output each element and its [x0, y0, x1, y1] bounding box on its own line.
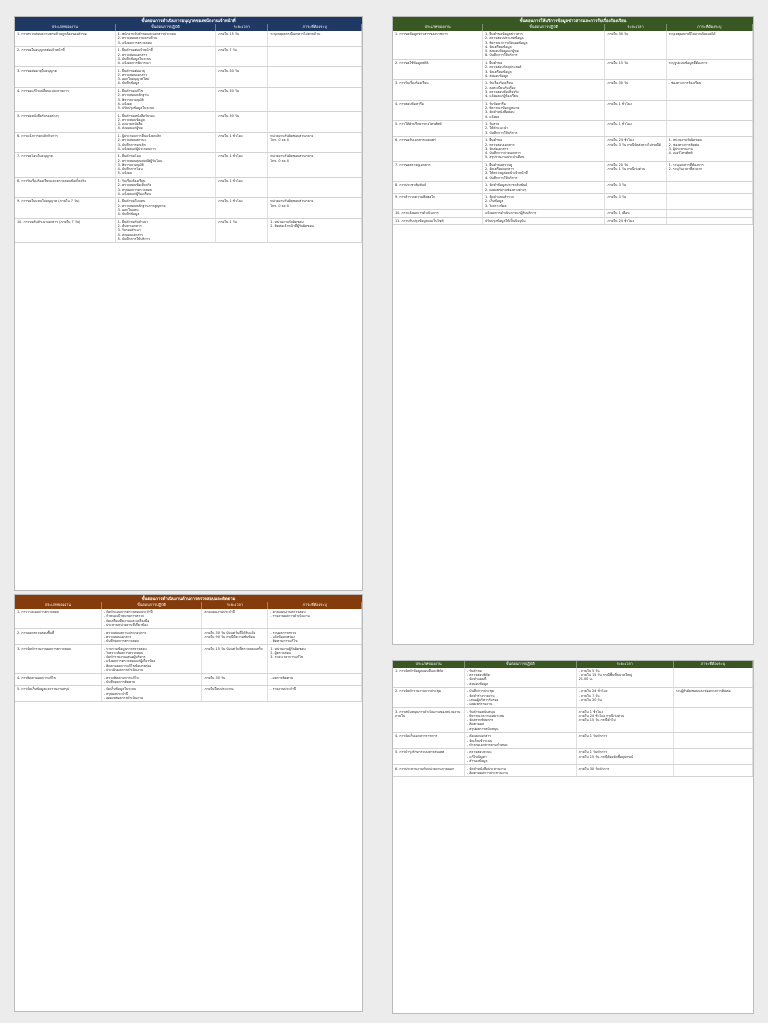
- task-cell: 11. การปรับปรุงข้อมูลบนเว็บไซต์: [393, 218, 483, 225]
- table-row: [15, 686, 362, 702]
- task-cell: 4. การขอแก้ไขเปลี่ยนแปลงรายการ: [15, 88, 116, 112]
- panel-information-services: [392, 16, 754, 645]
- note-cell: [667, 194, 753, 209]
- steps-cell: - รับคำขอ - ตรวจสอบพิกัด - จัดทำแผนที่ - ส่งมอบข้อมูล: [465, 668, 577, 687]
- note-cell: หน่วยงานรับผิดชอบส่วนกลาง โทร. 0 xx 4: [268, 133, 362, 152]
- table-header: [15, 602, 362, 609]
- table-row: [15, 178, 362, 198]
- table-row: [393, 101, 753, 121]
- note-cell: [268, 67, 362, 86]
- time-cell: ภายใน 1 ชั่วโมง: [216, 133, 268, 152]
- steps-cell: 1. รับข้อหารือ 2. พิจารณาข้อกฎหมาย 3. จัดทำหนังสือตอบ 4. แจ้งผล: [483, 101, 605, 120]
- time-cell: ภายใน 30 วัน นับแต่วันที่ได้รับแจ้ง ภายใน 90 วัน กรณีมีความซับซ้อน: [202, 629, 268, 644]
- steps-cell: 1. จัดทำข้อมูลประชาสัมพันธ์ 2. เผยแพร่ผ่านช่องทางต่างๆ: [483, 182, 605, 193]
- task-cell: 1. การวางแผนการตรวจสอบ: [15, 609, 102, 628]
- table-row: [393, 31, 753, 60]
- time-cell: ภายใน 30 วัน: [216, 67, 268, 86]
- time-cell: ภายใน 24 ชั่วโมง: [605, 218, 666, 225]
- time-cell: ภายใน 30 วัน: [202, 674, 268, 685]
- table-row: [393, 162, 753, 182]
- steps-cell: - จัดทำหนังสือประสานงาน - ติดตามผลการประสานงาน: [465, 765, 577, 776]
- note-cell: หน่วยงานรับผิดชอบส่วนกลาง โทร. 0 xx 4: [268, 153, 362, 177]
- time-cell: ภายใน 30 วันทำการ: [577, 765, 674, 776]
- task-cell: 6. การขอรับเอกสารเผยแพร่: [393, 137, 483, 161]
- steps-cell: - บันทึกการประชุม - จัดทำร่างรายงาน - เสนอผู้บริหารรับรอง - เผยแพร่รายงาน: [465, 688, 577, 707]
- time-cell: ภายใน 7 วัน: [216, 47, 268, 66]
- table-header: [393, 661, 753, 668]
- header-time: ระยะเวลา: [577, 661, 674, 668]
- time-cell: - ภายใน 24 ชั่วโมง - ภายใน 7 วัน - ภายใน 20 วัน: [577, 688, 674, 707]
- task-cell: 3. การขอต่ออายุใบอนุญาต: [15, 67, 116, 86]
- steps-cell: 1. ยื่นคำขอข้อมูลข่าวสาร 2. ตรวจสอบประเภทข้อมูล 3. พิจารณาการเปิดเผยข้อมูล 4. จัดเตรียมข้อมูล 5. ส่งมอบข้อมูลแก่ผู้ขอ 6. บันทึกการให้บริการ: [483, 31, 605, 59]
- table-row: [393, 210, 753, 218]
- time-cell: - ภายใน 5 วัน - ภายใน 15 วัน กรณีพื้นที่ขนาดใหญ่ 21.00 น.: [577, 668, 674, 687]
- time-cell: ภายใน 15 วัน: [605, 60, 666, 79]
- task-cell: 4. การติดตามผลการแก้ไข: [15, 674, 102, 685]
- steps-cell: 1. รับเรื่องร้องเรียน 2. ลงทะเบียนรับเรื่อง 3. ตรวจสอบข้อเท็จจริง 4. แจ้งผลแก่ผู้ร้องเรียน: [483, 80, 605, 99]
- table-body: [15, 31, 362, 243]
- note-cell: - ช่องทางการร้องเรียน: [667, 80, 753, 99]
- table-row: [15, 629, 362, 645]
- steps-cell: 1. ยื่นคำขอรับสำเนา 2. ค้นหาเอกสาร 3. รับรองสำเนา 4. ส่งมอบเอกสาร 5. บันทึกการให้บริการ: [116, 219, 217, 243]
- time-cell: ภายใน 1 ชั่วโมง: [605, 101, 666, 120]
- time-cell: ภายใน 30 วัน: [605, 31, 666, 59]
- note-cell: - รายงานประจำปี: [268, 686, 362, 701]
- note-cell: [674, 733, 753, 748]
- task-cell: 4. การจัดเก็บเอกสารราชการ: [393, 733, 465, 748]
- steps-cell: 1. ยื่นคำขอแก้ไข 2. ตรวจสอบหลักฐาน 3. พิจารณาอนุมัติ 4. แจ้งผล 5. ปรับปรุงข้อมูลในระบบ: [116, 88, 217, 112]
- steps-cell: - รับคำขอสนับสนุน - พิจารณาความเหมาะสม - จัดสรรทรัพยากร - ติดตามผล - สรุปผลการสนับสนุน: [465, 708, 577, 732]
- task-cell: 5. การให้คำปรึกษาทางโทรศัพท์: [393, 121, 483, 136]
- time-cell: ภายใน 30 วัน: [216, 112, 268, 131]
- note-cell: [268, 88, 362, 112]
- time-cell: ภายใน 1 วันทำการ: [577, 733, 674, 748]
- header-steps: ขั้นตอนการปฏิบัติ: [116, 24, 217, 31]
- task-cell: 3. การจัดทำรายงานผลการตรวจสอบ: [15, 645, 102, 673]
- task-cell: 2. การจัดทำรายงานการประชุม: [393, 688, 465, 707]
- table-body: [393, 668, 753, 778]
- note-cell: 1. หน่วยงานผู้รับผิดชอบ 2. ผู้ตรวจสอบ 3. ระยะเวลาการแก้ไข: [268, 645, 362, 673]
- steps-cell: 1. รับเรื่องร้องเรียน 2. ตรวจสอบข้อเท็จจริง 3. สรุปผลการตรวจสอบ 4. แจ้งผลแก่ผู้ร้องเรียน: [116, 178, 217, 197]
- time-cell: ภายใน 24 ชั่วโมง ภายใน 3 วัน กรณีจัดส่งทางไปรษณีย์: [605, 137, 666, 161]
- panel-inspection-procedures: [14, 594, 363, 1012]
- table-row: [393, 218, 753, 226]
- time-cell: ตามแผนงานประจำปี: [202, 609, 268, 628]
- time-cell: ภายใน 1 ชั่วโมง ภายใน 24 ชั่วโมง กรณีเร่งด่วน ภายใน 15 วัน กรณีทั่วไป: [577, 708, 674, 732]
- note-cell: 1. หน่วยงานรับผิดชอบ 2. ติดต่อเจ้าหน้าที่ผู้รับผิดชอบ: [268, 219, 362, 243]
- note-cell: ระบุรูปแบบข้อมูลที่ต้องการ: [667, 60, 753, 79]
- header-time: ระยะเวลา: [216, 24, 268, 31]
- steps-cell: 1. ยื่นคำขอใบแทน 2. ตรวจสอบหลักฐานการสูญหาย 3. ออกใบแทน 4. บันทึกข้อมูล: [116, 198, 217, 217]
- table-row: [393, 80, 753, 100]
- table-row: [393, 121, 753, 137]
- note-cell: ระบุเหตุผลกรณีไม่อาจเปิดเผยได้: [667, 31, 753, 59]
- table-row: [15, 88, 362, 113]
- task-cell: 2. การออกตรวจสอบพื้นที่: [15, 629, 102, 644]
- task-cell: 3. การสนับสนุนการดำเนินงานของหน่วยงานภายใน: [393, 708, 465, 732]
- steps-cell: - คัดแยกเอกสาร - จัดเก็บเข้าระบบ - ทำลายเอกสารตามกำหนด: [465, 733, 577, 748]
- table-row: [15, 153, 362, 178]
- time-cell: ภายใน 1 วันทำการ ภายใน 15 วัน กรณีต้องจัดซื้ออุปกรณ์: [577, 749, 674, 764]
- note-cell: [268, 47, 362, 66]
- task-cell: 6. การแจ้งการยกเลิกกิจการ: [15, 133, 116, 152]
- header-steps: ขั้นตอนการปฏิบัติ: [483, 24, 605, 31]
- task-cell: 1. การขอข้อมูลข่าวสารของราชการ: [393, 31, 483, 59]
- note-cell: [667, 101, 753, 120]
- time-cell: ภายใน 15 วัน: [216, 31, 268, 46]
- table-row: [393, 182, 753, 194]
- time-cell: ภายใน 20 วัน ภายใน 1 วัน กรณีเร่งด่วน: [605, 162, 666, 181]
- steps-cell: 1. ยื่นคำขอ 2. ตรวจสอบวัตถุประสงค์ 3. จัดเตรียมข้อมูล 4. ส่งมอบข้อมูล: [483, 60, 605, 79]
- note-cell: [674, 708, 753, 732]
- note-cell: [674, 749, 753, 764]
- table-row: [15, 31, 362, 47]
- time-cell: ภายใน 3 วัน: [605, 194, 666, 209]
- steps-cell: 1. พนักงานรับคำขอและเอกสารประกอบ 2. ตรวจสอบความครบถ้วน 3. แจ้งผลการตรวจสอบ: [116, 31, 217, 46]
- steps-cell: - ตรวจสอบระบบ - แก้ไขปัญหา - สำรองข้อมูล: [465, 749, 577, 764]
- table-body: [15, 609, 362, 702]
- header-note: ภาระที่ต้องระบุ: [667, 24, 753, 31]
- table-header: [15, 24, 362, 31]
- header-time: ระยะเวลา: [605, 24, 666, 31]
- steps-cell: แจ้งผลการดำเนินการแก่ผู้รับบริการ: [483, 210, 605, 217]
- note-cell: 1. หน่วยงานรับผิดชอบ 2. ช่องทางการติดต่อ 3. ผู้ประสานงาน 4. เบอร์โทรศัพท์: [667, 137, 753, 161]
- note-cell: ระบุเหตุผลกรณีเอกสารไม่ครบถ้วน: [268, 31, 362, 46]
- steps-cell: 1. ยื่นคำขอตรวจดู 2. จัดเตรียมเอกสาร 3. ให้ตรวจดูต่อหน้าเจ้าหน้าที่ 4. บันทึกการให้บริการ: [483, 162, 605, 181]
- time-cell: ภายใน 1 ชั่วโมง: [605, 121, 666, 136]
- panel-title: ขั้นตอนการดำเนินการอนุญาตของพนักงานเจ้าหน้าที่: [15, 17, 362, 24]
- header-task: ประเภทของงาน: [393, 24, 483, 31]
- note-cell: - ระบุผลการตรวจ - แจ้งข้อบกพร่อง - ติดตามการแก้ไข: [268, 629, 362, 644]
- task-cell: 3. การรับเรื่องร้องเรียน: [393, 80, 483, 99]
- time-cell: ภายใน 1 วัน: [216, 219, 268, 243]
- table-row: [15, 645, 362, 674]
- time-cell: ภายใน 1 ชั่วโมง: [216, 198, 268, 217]
- panel-license-procedures: [14, 16, 363, 591]
- note-cell: 1. ระบุเอกสารที่ต้องการ 2. ระบุวันเวลาที่สะดวก: [667, 162, 753, 181]
- header-steps: ขั้นตอนการปฏิบัติ: [102, 602, 203, 609]
- table-row: [393, 688, 753, 708]
- task-cell: 1. การตรวจสอบความครบถ้วนถูกต้องของคำขอ: [15, 31, 116, 46]
- task-cell: 6. การประสานงานกับหน่วยงานภายนอก: [393, 765, 465, 776]
- table-row: [393, 765, 753, 777]
- steps-cell: 1. รับสาย 2. ให้คำแนะนำ 3. บันทึกการให้บริการ: [483, 121, 605, 136]
- time-cell: ภายใน 15 วัน นับแต่วันที่ตรวจสอบเสร็จ: [202, 645, 268, 673]
- table-header: [393, 24, 753, 31]
- steps-cell: - จัดทำแผนการตรวจสอบประจำปี - กำหนดเป้าหมายการตรวจ - จัดเตรียมทีมงานและเครื่องมือ - ประสานหน่วยงานที่เกี่ยวข้อง: [102, 609, 203, 628]
- table-row: [393, 668, 753, 688]
- header-note: ภาระที่ต้องระบุ: [268, 24, 362, 31]
- table-row: [15, 219, 362, 244]
- steps-cell: 1. ยื่นคำขอต่อเจ้าหน้าที่ 2. ตรวจสอบเอกสาร 3. บันทึกข้อมูลในระบบ 4. แจ้งผลการพิจารณา: [116, 47, 217, 66]
- task-cell: 4. การตอบข้อหารือ: [393, 101, 483, 120]
- header-task: ประเภทของงาน: [15, 24, 116, 31]
- steps-cell: - จัดเก็บข้อมูลในระบบ - สรุปผลประจำปี - เผยแพร่ผลการดำเนินงาน: [102, 686, 203, 701]
- table-row: [393, 60, 753, 80]
- steps-cell: 1. ยื่นคำขอหนังสือรับรอง 2. ตรวจสอบข้อมูล 3. ลงนามหนังสือ 4. ส่งมอบแก่ผู้ขอ: [116, 112, 217, 131]
- task-cell: 5. การจัดเก็บข้อมูลและรายงานสรุป: [15, 686, 102, 701]
- note-cell: [674, 765, 753, 776]
- header-time: ระยะเวลา: [202, 602, 268, 609]
- steps-cell: 1. ยื่นคำขอโอน 2. ตรวจสอบคุณสมบัติผู้รับโอน 3. พิจารณาอนุมัติ 4. บันทึกการโอน 5. แจ้งผล: [116, 153, 217, 177]
- time-cell: ภายในปีงบประมาณ: [202, 686, 268, 701]
- steps-cell: 1. ยื่นคำขอต่ออายุ 2. ตรวจสอบเอกสาร 3. ออกใบอนุญาตใหม่ 4. บันทึกข้อมูล: [116, 67, 217, 86]
- table-row: [393, 708, 753, 733]
- task-cell: 5. การขอหนังสือรับรองต่างๆ: [15, 112, 116, 131]
- task-cell: 7. การขอตรวจดูเอกสาร: [393, 162, 483, 181]
- task-cell: 10. การแจ้งผลการดำเนินการ: [393, 210, 483, 217]
- table-row: [15, 47, 362, 67]
- note-cell: [674, 668, 753, 687]
- table-row: [15, 133, 362, 153]
- table-row: [393, 749, 753, 765]
- header-note: ภาระที่ต้องระบุ: [674, 661, 753, 668]
- header-task: ประเภทของงาน: [15, 602, 102, 609]
- time-cell: ภายใน 30 วัน: [605, 80, 666, 99]
- table-row: [15, 67, 362, 87]
- task-cell: 8. การประชาสัมพันธ์: [393, 182, 483, 193]
- note-cell: หน่วยงานรับผิดชอบส่วนกลาง โทร. 0 xx 4: [268, 198, 362, 217]
- table-row: [393, 733, 753, 749]
- table-row: [15, 112, 362, 132]
- header-steps: ขั้นตอนการปฏิบัติ: [465, 661, 577, 668]
- table-row: [15, 674, 362, 686]
- time-cell: ภายใน 30 วัน: [216, 88, 268, 112]
- steps-cell: 1. ยื่นคำขอ 2. ตรวจสอบเอกสาร 3. จัดส่งเอกสาร 4. บันทึกการจ่ายเอกสาร 5. สรุปรายงานประจำเดือน: [483, 137, 605, 161]
- note-cell: [268, 178, 362, 197]
- task-cell: 5. การบำรุงรักษาระบบสารสนเทศ: [393, 749, 465, 764]
- note-cell: [667, 210, 753, 217]
- panel-title: ขั้นตอนการดำเนินงานด้านการตรวจสอบและติดตาม: [15, 595, 362, 602]
- time-cell: ภายใน 3 วัน: [605, 182, 666, 193]
- table-row: [15, 198, 362, 218]
- panel-support-services: [392, 660, 754, 1014]
- steps-cell: ปรับปรุงข้อมูลให้เป็นปัจจุบัน: [483, 218, 605, 225]
- table-row: [393, 194, 753, 210]
- task-cell: 9. การขอใบแทนใบอนุญาต (ภายใน 7 วัน): [15, 198, 116, 217]
- note-cell: - ผลการติดตาม: [268, 674, 362, 685]
- note-cell: [268, 112, 362, 131]
- table-body: [393, 31, 753, 225]
- panel-title: ขั้นตอนการให้บริการข้อมูลข่าวสารและการรับเรื่องร้องเรียน: [393, 17, 753, 24]
- note-cell: [667, 182, 753, 193]
- steps-cell: - รวบรวมข้อมูลการตรวจสอบ - วิเคราะห์ผลการตรวจสอบ - จัดทำรายงานเสนอผู้บริหาร - แจ้งผลการตรวจสอบแก่ผู้เกี่ยวข้อง - ติดตามผลการแก้ไขข้อบกพร่อง - ประเมินผลการดำเนินงาน: [102, 645, 203, 673]
- task-cell: 1. การจัดทำข้อมูลแผนที่และพิกัด: [393, 668, 465, 687]
- time-cell: ภายใน 1 เดือน: [605, 210, 666, 217]
- header-note: ภาระที่ต้องระบุ: [268, 602, 362, 609]
- note-cell: - ตามแผนงานตรวจสอบ - รายงานผลการดำเนินงาน: [268, 609, 362, 628]
- task-cell: 2. การขอใช้ข้อมูลสถิติ: [393, 60, 483, 79]
- time-cell: ภายใน 1 ชั่วโมง: [216, 178, 268, 197]
- note-cell: ระบุผู้รับผิดชอบและช่องทางการติดต่อ: [674, 688, 753, 707]
- task-cell: 10. การขอรับสำเนาเอกสาร (ภายใน 7 วัน): [15, 219, 116, 243]
- header-task: ประเภทของงาน: [393, 661, 465, 668]
- note-cell: [667, 121, 753, 136]
- note-cell: [667, 218, 753, 225]
- steps-cell: - ตรวจติดตามการแก้ไข - บันทึกผลการติดตาม: [102, 674, 203, 685]
- table-row: [393, 137, 753, 162]
- steps-cell: 1. ผู้ประกอบการยื่นแจ้งยกเลิก 2. ตรวจสอบสถานะ 3. บันทึกการยกเลิก 4. แจ้งผลแก่ผู้ประกอบการ: [116, 133, 217, 152]
- steps-cell: 1. จัดทำแบบสำรวจ 2. เก็บข้อมูล 3. วิเคราะห์ผล: [483, 194, 605, 209]
- task-cell: 7. การขอโอนใบอนุญาต: [15, 153, 116, 177]
- table-row: [15, 609, 362, 629]
- task-cell: 2. การขอใบอนุญาตต่อเจ้าหน้าที่: [15, 47, 116, 66]
- task-cell: 9. การสำรวจความพึงพอใจ: [393, 194, 483, 209]
- task-cell: 8. การรับเรื่องร้องเรียนและตรวจสอบข้อเท็จจริง: [15, 178, 116, 197]
- time-cell: ภายใน 1 ชั่วโมง: [216, 153, 268, 177]
- steps-cell: - ตรวจสอบสถานประกอบการ - ตรวจสอบเอกสาร - บันทึกผลการตรวจสอบ: [102, 629, 203, 644]
